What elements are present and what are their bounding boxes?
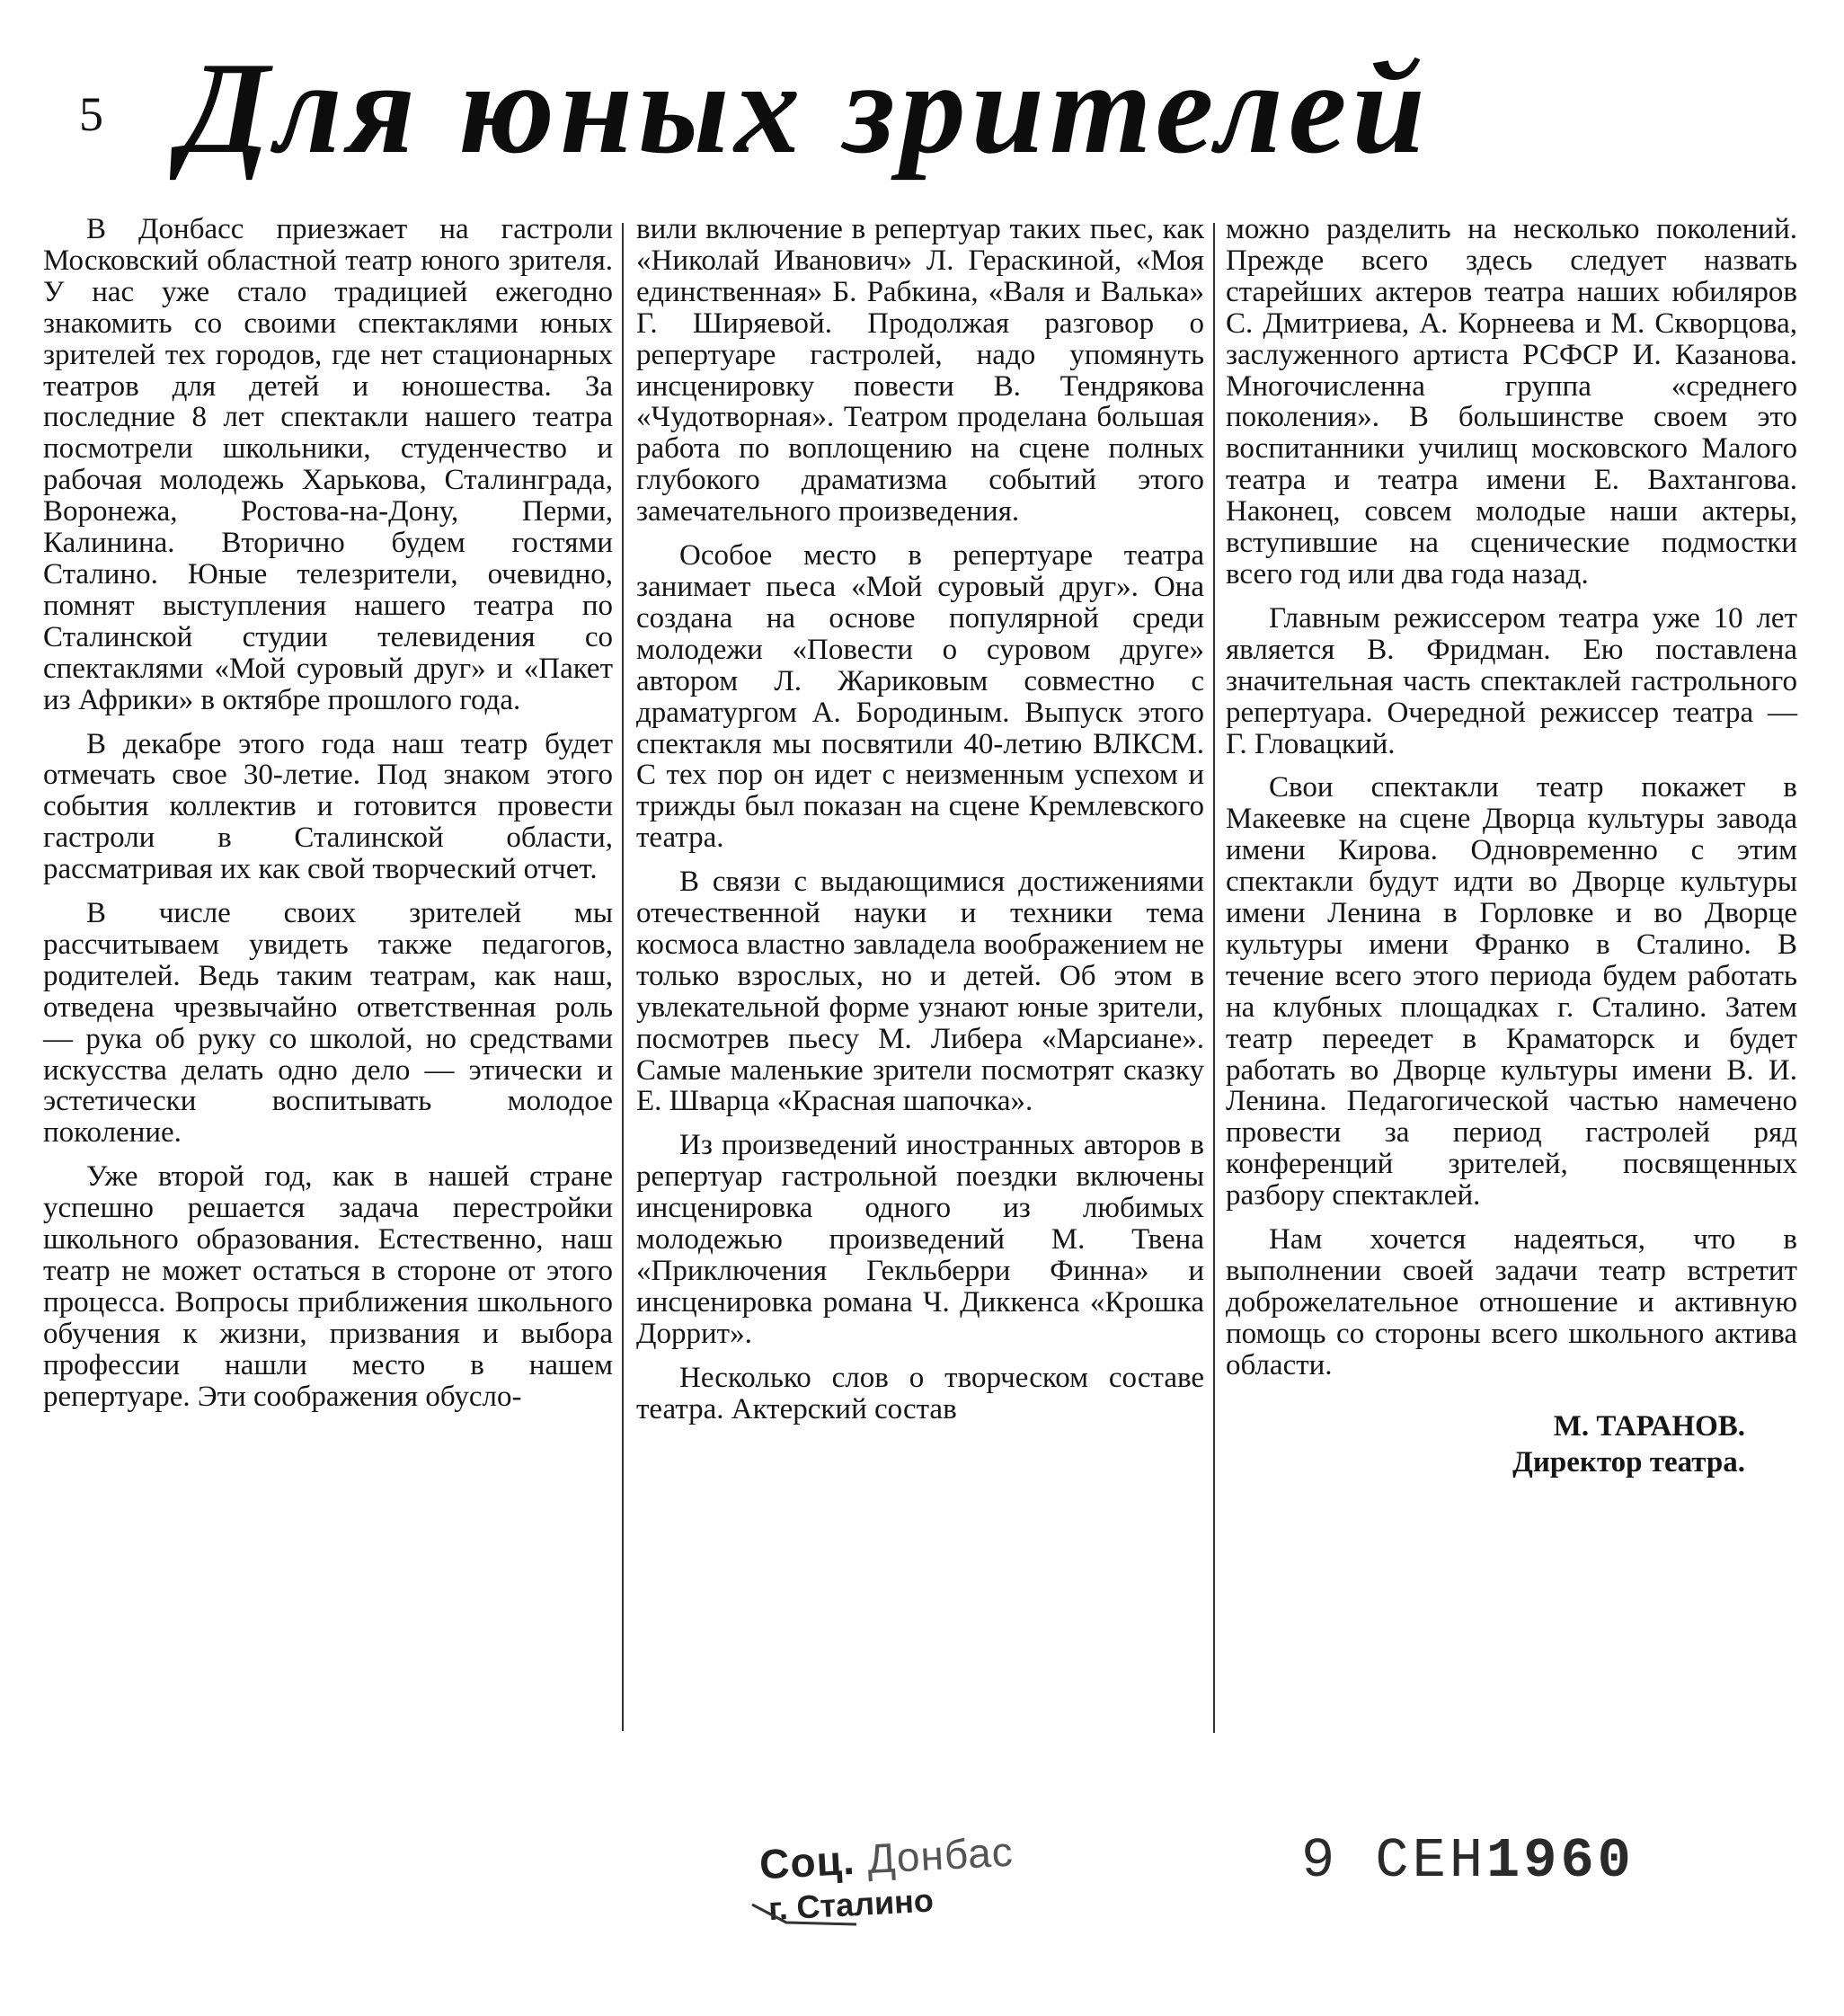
article-headline: Для юных зрителей [180,35,1431,181]
page-number: 5 [79,87,103,141]
stamp-city: г. Сталино [767,1881,935,1928]
paragraph: Особое место в репертуаре театра занимает пьеса «Мой суровый друг». Она создана на основе популярной среди молодежи «Повести о суровом друге» автором Л. Жариковым совместно с драматургом А. Бородиным. Выпуск этого спектакля мы посвятили 40-летию ВЛКСМ. С тех пор он идет с неизменным успехом и трижды был показан на сцене Кремлевского театра. [636,539,1204,855]
paragraph-continuation: можно разделить на несколько поколений. Прежде всего здесь следует назвать старейших актеров театра наших юбиляров С. Дмитриева, А. Корнеева и М. Скворцова, заслуженного артиста РСФСР И. Казанова. Многочисленна группа «среднего поколения». В большинстве своем это воспитанники училищ московского Малого театра и театра имени Е. Вахтангова. Наконец, совсем молодые наши актеры, вступившие на сценические подмостки всего год или два года назад. [1226,213,1797,591]
paragraph: Несколько слов о творческом составе театра. Актерский состав [636,1361,1204,1425]
author-signature [1226,1408,1797,1480]
author-role: Директор театра. [1512,1445,1745,1479]
paragraph: Главным режиссером театра уже 10 лет является В. Фридман. Ею поставлена значительная часть спектаклей гастрольного репертуара. Очередной режиссер театра — Г. Гловацкий. [1226,601,1797,760]
article-column-1 [43,214,613,1425]
date-day-month: 9 СЕН [1301,1829,1487,1893]
paragraph-continuation: вили включение в репертуар таких пьес, как «Николай Иванович» Л. Гераскиной, «Моя единственная» Б. Рабкина, «Валя и Валька» Г. Ширяевой. Продолжая разговор о репертуаре гастролей, надо упомянуть инсценировку повести В. Тендрякова «Чудотворная». Театром проделана большая работа по воплощению на сцене полных глубокого драматизма событий этого замечательного произведения. [636,213,1204,528]
paragraph: Свои спектакли театр покажет в Макеевке на сцене Дворца культуры завода имени Кирова. Одновременно с этим спектакли будут идти во Дворце культуры имени Ленина в Горловке и во Дворце культуры имени Франко в Сталино. В течение всего этого периода будем работать на клубных площадках г. Сталино. Затем театр переедет в Краматорск и будет работать во Дворце культуры имени В. И. Ленина. Педагогической частью намечено провести за период гастролей ряд конференций зрителей, посвященных разбору спектаклей. [1226,771,1797,1212]
column-divider [1213,223,1215,1733]
paragraph: В декабре этого года наш театр будет отмечать свое 30-летие. Под знаком этого события коллектив и готовится провести гастроли в Сталинской области, рассматривая их как свой творческий отчет. [43,727,613,886]
article-column-3 [1226,214,1797,1480]
paragraph: Из произведений иностранных авторов в репертуар гастрольной поездки включены инсценировка одного из любимых молодежью произведений М. Твена «Приключения Гекльберри Финна» и инсценировка романа Ч. Диккенса «Крошка Доррит». [636,1129,1204,1350]
paragraph: Нам хочется надеяться, что в выполнении своей задачи театр встретит доброжелательное отношение и активную помощь со стороны всего школьного актива области. [1226,1223,1797,1381]
paragraph: В Донбасс приезжает на гастроли Московский областной театр юного зрителя. У нас уже стало традицией ежегодно знакомить со своими спектаклями юных зрителей тех городов, где нет стационарных театров для детей и юношества. За последние 8 лет спектакли нашего театра посмотрели школьники, студенчество и рабочая молодежь Харькова, Сталинграда, Воронежа, Ростова-на-Дону, Перми, Калинина. Вторично будем гостями Сталино. Юные телезрители, очевидно, помнят выступления нашего театра по Сталинской студии телевидения со спектаклями «Мой суровый друг» и «Пакет из Африки» в октябре прошлого года. [43,213,613,716]
stamp-stroke-icon [750,1901,858,1928]
author-name: М. ТАРАНОВ. [1553,1409,1745,1443]
stamp-newspaper-abbrev: Соц. [758,1835,856,1888]
paragraph: В числе своих зрителей мы рассчитываем увидеть также педагогов, родителей. Ведь таким театрам, как наш, отведена чрезвычайно ответственная роль — рука об руку со школой, но средствами искусства делать одно дело — этически и эстетически воспитывать молодое поколение. [43,897,613,1150]
date-year: 1960 [1486,1829,1635,1893]
paragraph: В связи с выдающимися достижениями отечественной науки и техники тема космоса властно завладела воображением не только взрослых, но и детей. Об этом в увлекательной форме узнают юные зрители, посмотрев пьесу М. Либера «Марсиане». Самые маленькие зрители посмотрят сказку Е. Шварца «Красная шапочка». [636,866,1204,1118]
date-stamp [1301,1829,1635,1893]
paragraph: Уже второй год, как в нашей стране успешно решается задача перестройки школьного образования. Естественно, наш театр не может остаться в стороне от этого процесса. Вопросы приближения школьного обучения к жизни, призвания и выбора профессии нашли место в нашем репертуаре. Эти соображения обусло- [43,1160,613,1413]
stamp-newspaper-name: Донбас [865,1827,1015,1883]
column-divider [622,223,624,1731]
article-column-2 [636,214,1204,1438]
